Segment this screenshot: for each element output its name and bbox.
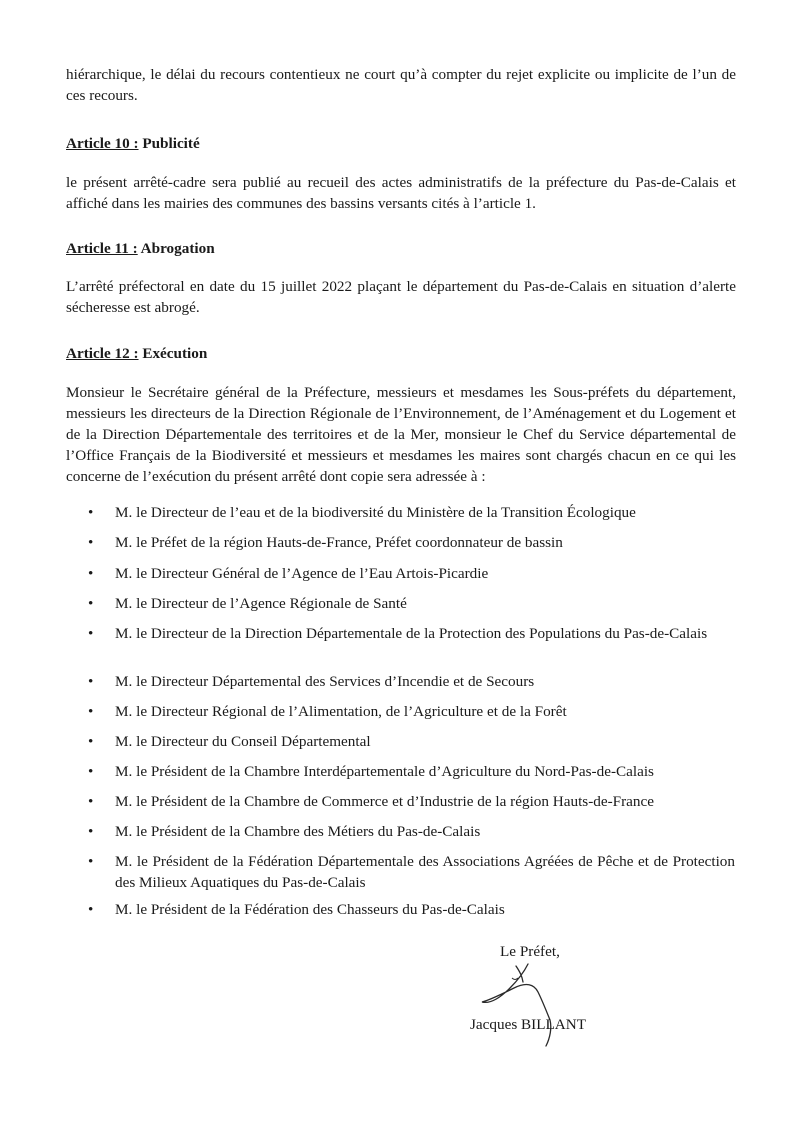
handwritten-signature	[476, 958, 586, 1048]
article-10-number: Article 10 :	[66, 135, 139, 152]
signer-name	[470, 1016, 586, 1034]
signer-title: Le Préfet,	[500, 943, 560, 960]
bullet-icon: •	[88, 901, 94, 918]
bullet-icon: •	[88, 673, 94, 690]
recipient-text: M. le Président de la Fédération des Chasseurs du Pas-de-Calais	[115, 901, 505, 918]
article-11-number: Article 11 :	[66, 240, 138, 257]
article-11-heading	[66, 240, 215, 258]
recipient-text: M. le Président de la Chambre Interdépartementale d’Agriculture du Nord-Pas-de-Calais	[115, 763, 654, 780]
article-11-text: L’arrêté préfectoral en date du 15 juillet 2022 plaçant le département du Pas-de-Calais en situation d’alerte sécheresse est abrogé.	[66, 278, 736, 316]
recipient-text: M. le Directeur de l’Agence Régionale de Santé	[115, 595, 407, 612]
bullet-icon: •	[88, 625, 94, 642]
article-12-heading	[66, 345, 207, 363]
intro-paragraph-tail: hiérarchique, le délai du recours contentieux ne court qu’à compter du rejet explicite ou implicite de l’un de ces recours.	[66, 66, 736, 104]
bullet-icon: •	[88, 793, 94, 810]
article-12-title: Exécution	[142, 345, 208, 362]
article-12-number: Article 12 :	[66, 345, 139, 362]
recipient-text: M. le Directeur de l’eau et de la biodiversité du Ministère de la Transition Écologique	[115, 504, 636, 521]
bullet-icon: •	[88, 853, 94, 870]
bullet-icon: •	[88, 703, 94, 720]
signer-last-name: BILLANT	[521, 1016, 586, 1033]
recipient-text: M. le Directeur Départemental des Services d’Incendie et de Secours	[115, 673, 535, 690]
recipient-text: M. le Directeur Régional de l’Alimentation, de l’Agriculture et de la Forêt	[115, 703, 567, 720]
recipient-text: M. le Président de la Fédération Départementale des Associations Agréées de Pêche et de Protection des Milieux Aquatiques du Pas-de-Calais	[115, 853, 735, 891]
bullet-icon: •	[88, 733, 94, 750]
article-10-heading	[66, 135, 200, 153]
recipient-text: M. le Président de la Chambre des Métiers du Pas-de-Calais	[115, 823, 481, 840]
bullet-icon: •	[88, 565, 94, 582]
bullet-icon: •	[88, 595, 94, 612]
article-11-title: Abrogation	[140, 240, 215, 257]
signer-first-name: Jacques	[470, 1016, 518, 1033]
bullet-icon: •	[88, 534, 94, 551]
bullet-icon: •	[88, 823, 94, 840]
recipient-text: M. le Préfet de la région Hauts-de-France, Préfet coordonnateur de bassin	[115, 534, 563, 551]
article-10-text: le présent arrêté-cadre sera publié au recueil des actes administratifs de la préfecture du Pas-de-Calais et affiché dans les mairies des communes des bassins versants cités à l’article 1.	[66, 174, 736, 212]
recipient-text: M. le Directeur du Conseil Départemental	[115, 733, 371, 750]
recipient-text: M. le Directeur Général de l’Agence de l’Eau Artois-Picardie	[115, 565, 489, 582]
bullet-icon: •	[88, 504, 94, 521]
recipient-text: M. le Directeur de la Direction Départementale de la Protection des Populations du Pas-de-Calais	[115, 625, 708, 642]
article-12-text: Monsieur le Secrétaire général de la Préfecture, messieurs et mesdames les Sous-préfets du département, messieurs les directeurs de la Direction Régionale de l’Environnement, de l’Aménagement et du Logement et de la Direction Départementale des territoires et de la Mer, monsieur le Chef du Service départemental de l’Office Français de la Biodiversité et messieurs et mesdames les maires sont chargés chacun en ce qui les concerne de l’exécution du présent arrêté dont copie sera adressée à :	[66, 384, 736, 485]
recipient-text: M. le Président de la Chambre de Commerce et d’Industrie de la région Hauts-de-France	[115, 793, 654, 810]
bullet-icon: •	[88, 763, 94, 780]
article-10-title: Publicité	[142, 135, 200, 152]
